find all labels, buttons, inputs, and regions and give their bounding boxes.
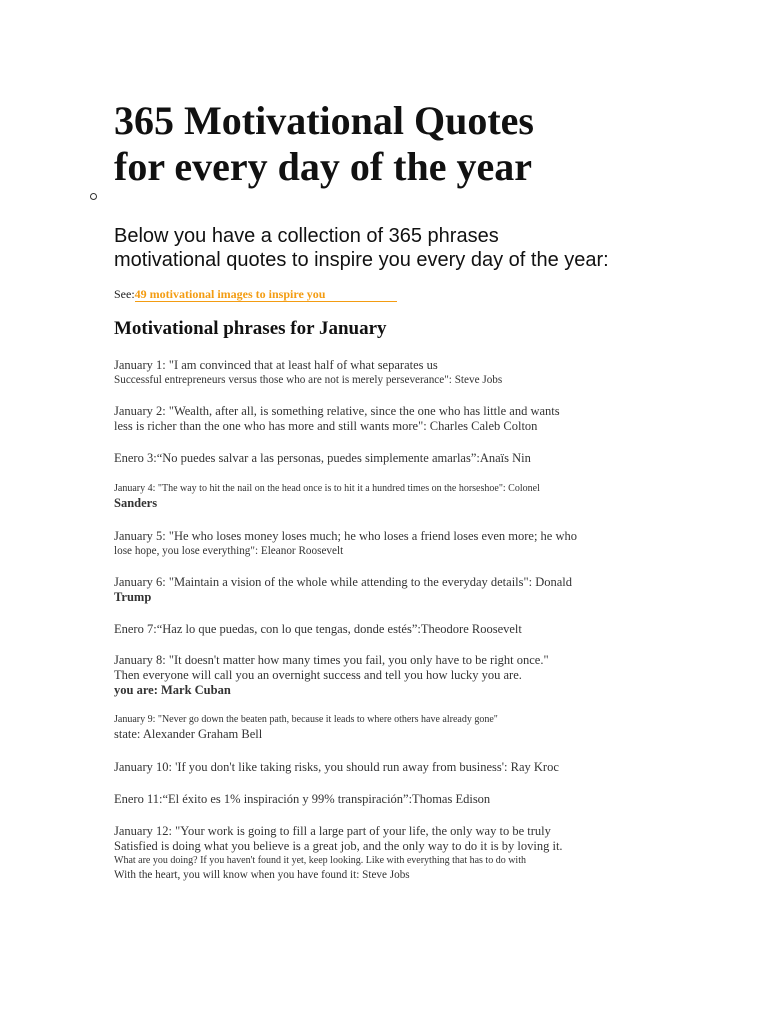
quote-line: Enero 7:“Haz lo que puedas, con lo que tengas, donde estés”:Theodore Roosevelt (114, 622, 522, 636)
quote-line: With the heart, you will know when you have found it: Steve Jobs (114, 869, 410, 881)
page-title (114, 98, 634, 190)
intro-paragraph (114, 224, 674, 272)
quote-january-12 (114, 824, 604, 883)
quote-line: Sanders (114, 496, 158, 510)
quote-line: What are you doing? If you haven't found it yet, keep looking. Like with everything that has to do with (114, 855, 526, 866)
quote-line: Trump (114, 590, 152, 604)
quote-line: less is richer than the one who has more and still wants more": Charles Caleb Colton (114, 419, 538, 433)
see-label: See: (114, 287, 135, 301)
quote-line: January 9: "Never go down the beaten path, because it leads to where others have already gone" (114, 714, 498, 725)
see-also (114, 287, 397, 301)
quote-january-1 (114, 358, 604, 388)
title-line-1: 365 Motivational Quotes (114, 98, 534, 143)
quote-line: January 1: "I am convinced that at least half of what separates us (114, 358, 438, 372)
quote-line: lose hope, you lose everything": Eleanor Roosevelt (114, 545, 344, 557)
quote-line: Satisfied is doing what you believe is a great job, and the only way to do it is by loving it. (114, 839, 563, 853)
quote-line: January 8: "It doesn't matter how many times you fail, you only have to be right once." (114, 653, 549, 667)
quote-line: Enero 11:“El éxito es 1% inspiración y 99% transpiración”:Thomas Edison (114, 792, 491, 806)
quote-line: January 6: "Maintain a vision of the whole while attending to the everyday details": Donald (114, 575, 573, 589)
intro-line-1: Below you have a collection of 365 phrases (114, 225, 499, 247)
quote-line: January 10: 'If you don't like taking risks, you should run away from business': Ray Kroc (114, 760, 559, 774)
quote-line: state: Alexander Graham Bell (114, 727, 263, 741)
quote-january-11 (114, 792, 604, 807)
quote-january-5 (114, 529, 604, 559)
quote-line: Enero 3:“No puedes salvar a las personas, puedes simplemente amarlas”:Anaïs Nin (114, 451, 531, 465)
motivational-images-link[interactable]: 49 motivational images to inspire you (135, 287, 398, 302)
quote-line: Then everyone will call you an overnight success and tell you how lucky you are. (114, 668, 522, 682)
quote-line: January 4: "The way to hit the nail on the head once is to hit it a hundred times on the horseshoe": Colonel (114, 483, 540, 494)
quote-january-7 (114, 622, 604, 637)
title-line-2: for every day of the year (114, 144, 533, 189)
quote-line: January 12: "Your work is going to fill a large part of your life, the only way to be truly (114, 824, 551, 838)
quote-line: January 2: "Wealth, after all, is something relative, since the one who has little and wants (114, 404, 560, 418)
quote-january-8 (114, 653, 604, 698)
list-bullet-icon (90, 193, 97, 200)
section-heading: Motivational phrases for January (114, 318, 387, 339)
quote-line: you are: Mark Cuban (114, 683, 231, 697)
quote-january-10 (114, 760, 604, 775)
quote-january-9 (114, 713, 604, 741)
quote-january-4 (114, 482, 604, 510)
quote-line: Successful entrepreneurs versus those who are not is merely perseverance": Steve Jobs (114, 374, 503, 386)
quote-line: January 5: "He who loses money loses much; he who loses a friend loses even more; he who (114, 529, 577, 543)
quote-january-2 (114, 404, 604, 434)
intro-line-2: motivational quotes to inspire you every day of the year: (114, 249, 609, 271)
quote-january-3 (114, 451, 604, 466)
quote-january-6 (114, 575, 604, 605)
